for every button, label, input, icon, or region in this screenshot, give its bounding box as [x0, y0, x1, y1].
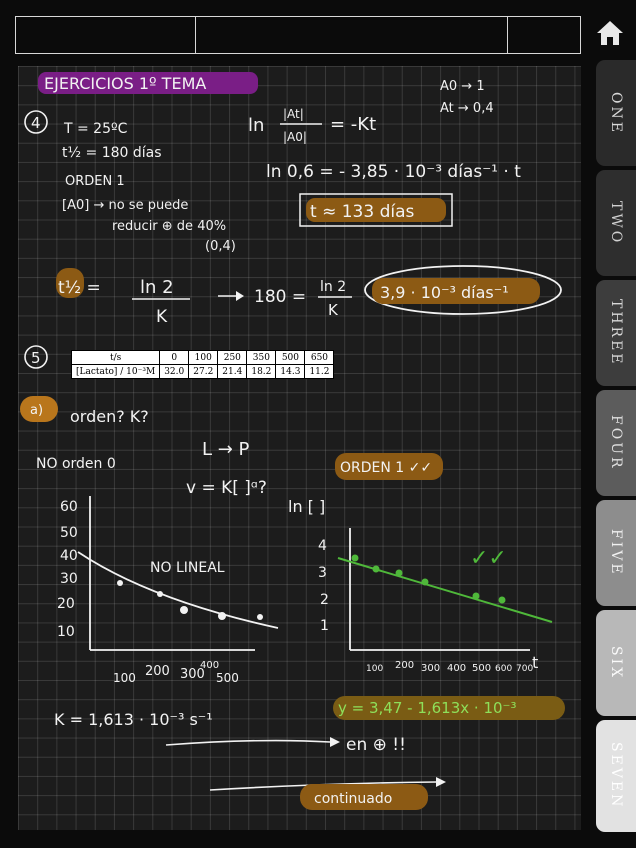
K-result: 3,9 · 10⁻³ días⁻¹ [380, 283, 509, 302]
plot1-label: NO LINEAL [150, 560, 225, 576]
arrow-head-icon [330, 737, 340, 747]
ex4-number: 4 [31, 114, 41, 132]
ex4-fraction: (0,4) [205, 239, 236, 254]
plot1-xtick: 500 [216, 671, 239, 685]
plot1-xtick: 400 [200, 660, 220, 671]
fit-equation: y = 3,47 - 1,613x · 10⁻³ [338, 699, 517, 717]
tab-label: TWO [608, 200, 624, 246]
half-life-lhs: t½ = [58, 278, 101, 298]
eq-ln-bottom: |A0| [283, 130, 307, 144]
ln-symbol: ln [248, 115, 265, 136]
plot2-xtick: 200 [395, 660, 415, 671]
part-a: a) [30, 403, 44, 418]
L-to-P: L → P [202, 439, 250, 460]
plot1-ytick: 30 [60, 571, 78, 587]
question-order: orden? K? [70, 407, 149, 426]
table-row-label: [Lactato] / 10⁻³M [72, 365, 160, 379]
tab-label: SEVEN [608, 742, 624, 810]
plot1-ytick: 60 [60, 499, 78, 515]
plot2-checkmark: ✓✓ [470, 546, 507, 571]
plot1-points [117, 580, 263, 620]
ex4-reduce-note: reducir ⊕ de 40% [112, 219, 227, 234]
plot1-ytick: 10 [57, 624, 75, 640]
plot1-ytick: 50 [60, 525, 78, 541]
plot1-xtick: 200 [145, 664, 170, 679]
K-label: K [328, 301, 338, 319]
arrow-head-icon [236, 291, 244, 301]
plot1-xtick: 300 [180, 667, 205, 682]
tab-label: THREE [608, 299, 624, 367]
plot2-xtick: 300 [421, 663, 441, 674]
plot2-fit-line [338, 558, 552, 622]
order-one: ORDEN 1 ✓✓ [340, 460, 433, 476]
arrow-180: 180 = [254, 287, 307, 307]
ex4-temperature: T = 25ºC [64, 121, 128, 137]
table-cell: 11.2 [305, 365, 334, 379]
table-cell: 14.3 [276, 365, 305, 379]
ex5-number: 5 [31, 349, 41, 367]
ex4-A0-note: [A0] → no se puede [62, 198, 189, 213]
ratio-top: A0 → 1 [440, 79, 485, 94]
arrow-head-icon [436, 777, 446, 787]
half-life-denominator: K [156, 307, 168, 327]
tab-label: SIX [608, 645, 624, 681]
plot2-xtick: 700 [516, 664, 534, 674]
plot2-ylabel: ln [ ] [288, 497, 326, 516]
plot1-ytick: 40 [60, 548, 78, 564]
no-order-zero: NO orden 0 [36, 456, 116, 472]
ln2-label: ln 2 [320, 279, 347, 295]
tab-label: ONE [608, 91, 624, 135]
plot2-ytick: 1 [320, 618, 329, 634]
plot2-xtick: 500 [472, 663, 492, 674]
ex4-order: ORDEN 1 [65, 174, 125, 189]
plot2-xtick: 100 [366, 664, 384, 674]
eq-rhs: = -Kt [330, 114, 377, 135]
table-cell: 32.0 [160, 365, 189, 379]
ratio-bottom: At → 0,4 [440, 101, 494, 116]
table-header: 250 [218, 351, 247, 365]
tab-label: FIVE [608, 529, 624, 577]
arrow-line [166, 741, 330, 745]
table-row [72, 365, 334, 379]
table-cell: 18.2 [247, 365, 276, 379]
table-row [72, 351, 334, 365]
table-header: 650 [305, 351, 334, 365]
K-final: K = 1,613 · 10⁻³ s⁻¹ [54, 710, 213, 729]
continued-note: continuado [314, 791, 393, 807]
arrow-note: en ⊕ !! [346, 735, 406, 755]
half-life-numerator: ln 2 [140, 277, 174, 298]
eq-ln-top: |At| [283, 107, 304, 121]
table-header: 350 [247, 351, 276, 365]
eq-calculation: ln 0,6 = - 3,85 · 10⁻³ días⁻¹ · t [266, 162, 521, 182]
tab-label: FOUR [608, 415, 624, 471]
table-header: 100 [189, 351, 218, 365]
plot1-ytick: 20 [57, 596, 75, 612]
plot2-xtick: 400 [447, 663, 467, 674]
plot2-ytick: 4 [318, 538, 327, 554]
plot1-xtick: 100 [113, 671, 136, 685]
plot2-ytick: 3 [318, 565, 327, 581]
lactato-table [71, 350, 334, 379]
page-title: EJERCICIOS 1º TEMA [44, 74, 207, 93]
plot2-ytick: 2 [320, 592, 329, 608]
plot2-xlabel: t [532, 653, 539, 672]
table-header: t/s [72, 351, 160, 365]
table-header: 500 [276, 351, 305, 365]
table-cell: 21.4 [218, 365, 247, 379]
table-header: 0 [160, 351, 189, 365]
plot2-xtick: 600 [495, 664, 513, 674]
table-cell: 27.2 [189, 365, 218, 379]
result-value: t ≈ 133 días [310, 202, 415, 222]
ex4-half-life: t½ = 180 días [62, 145, 162, 161]
rate-law: v = K[ ]ᵅ? [186, 478, 267, 498]
